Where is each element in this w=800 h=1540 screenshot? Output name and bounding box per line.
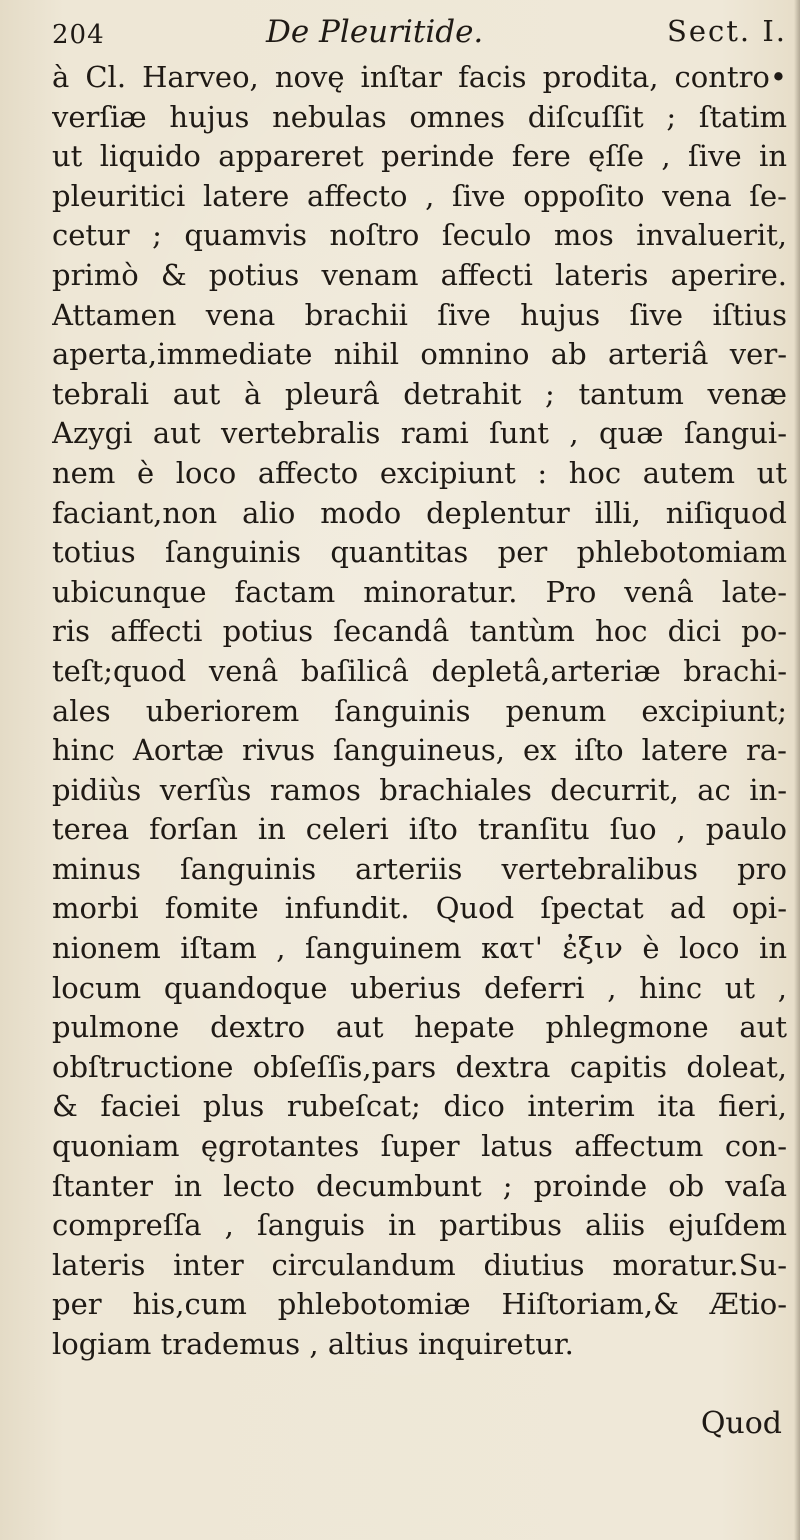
text-line: minus ſanguinis arteriis vertebralibus pro xyxy=(52,851,787,886)
text-line: locum quandoque uberius deferri , hinc ut , xyxy=(52,970,787,1005)
text-line: cetur ; quamvis noſtro ſeculo mos invaluerit, xyxy=(52,218,787,253)
text-line: ſtanter in lecto decumbunt ; proinde ob vaſa xyxy=(52,1168,787,1203)
text-line: quoniam ęgrotantes ſuper latus affectum con- xyxy=(52,1129,787,1164)
text-line: hinc Aortæ rivus ſanguineus, ex iſto latere ra- xyxy=(52,733,787,768)
text-line: terea forſan in celeri iſto tranſitu ſuo , paulo xyxy=(52,812,787,847)
running-title: De Pleuritide. xyxy=(266,14,484,50)
text-line: pidiùs verſùs ramos brachiales decurrit, ac in- xyxy=(52,772,787,807)
text-line: Attamen vena brachii ſive hujus ſive iſtius xyxy=(52,297,787,332)
text-line: teſt;quod venâ baſilicâ depletâ,arteriæ brachi- xyxy=(52,653,787,688)
text-line: pulmone dextro aut hepate phlegmone aut xyxy=(52,1010,787,1045)
text-line: lateris inter circulandum diutius moratur.Su- xyxy=(52,1247,787,1282)
text-line: ut liquido appareret perinde fere ęſſe , ſive in xyxy=(52,139,787,174)
text-line: verſiæ hujus nebulas omnes diſcuſſit ; ſtatim xyxy=(52,99,787,134)
text-line: nem è loco affecto excipiunt : hoc autem ut xyxy=(52,455,787,490)
text-line: ubicunque factam minoratur. Pro venâ late- xyxy=(52,574,787,609)
text-line: obſtructione obſeſſis,pars dextra capitis doleat, xyxy=(52,1049,787,1084)
text-line: aperta,immediate nihil omnino ab arteriâ ver- xyxy=(52,337,787,372)
text-line: nionem iſtam , ſanguinem κατ' ἐξιν è loco in xyxy=(52,931,787,966)
text-line: tebrali aut à pleurâ detrahit ; tantum venæ xyxy=(52,376,787,411)
text-line: pleuritici latere affecto , ſive oppoſito vena ſe- xyxy=(52,178,787,213)
catchword: Quod xyxy=(700,1406,782,1441)
text-line: à Cl. Harveo, novę inſtar facis prodita, contro• xyxy=(52,60,787,94)
text-line: morbi fomite infundit. Quod ſpectat ad opi- xyxy=(52,891,787,926)
text-line: ales uberiorem ſanguinis penum excipiunt; xyxy=(52,693,787,728)
text-line: ris affecti potius ſecandâ tantùm hoc dici po- xyxy=(52,614,787,649)
page-edge-shadow xyxy=(794,0,800,1540)
section-mark: Sect. I. xyxy=(666,14,787,48)
text-line: & faciei plus rubeſcat; dico interim ita fieri, xyxy=(52,1089,787,1124)
page-number: 204 xyxy=(52,20,105,50)
text-line: compreſſa , ſanguis in partibus aliis ejuſdem xyxy=(52,1208,787,1243)
text-line: Azygi aut vertebralis rami ſunt , quæ ſangui- xyxy=(52,416,787,451)
text-line: logiam trademus , altius inquiretur. xyxy=(52,1327,574,1361)
body-text xyxy=(52,58,787,1365)
text-line: totius ſanguinis quantitas per phlebotomiam xyxy=(52,535,787,570)
text-line: primò & potius venam affecti lateris aperire. xyxy=(52,257,787,292)
text-line: faciant,non alio modo deplentur illi, niſiquod xyxy=(52,495,787,530)
text-line: per his,cum phlebotomiæ Hiſtoriam,& Ætio- xyxy=(52,1287,787,1322)
page-header xyxy=(52,14,787,56)
